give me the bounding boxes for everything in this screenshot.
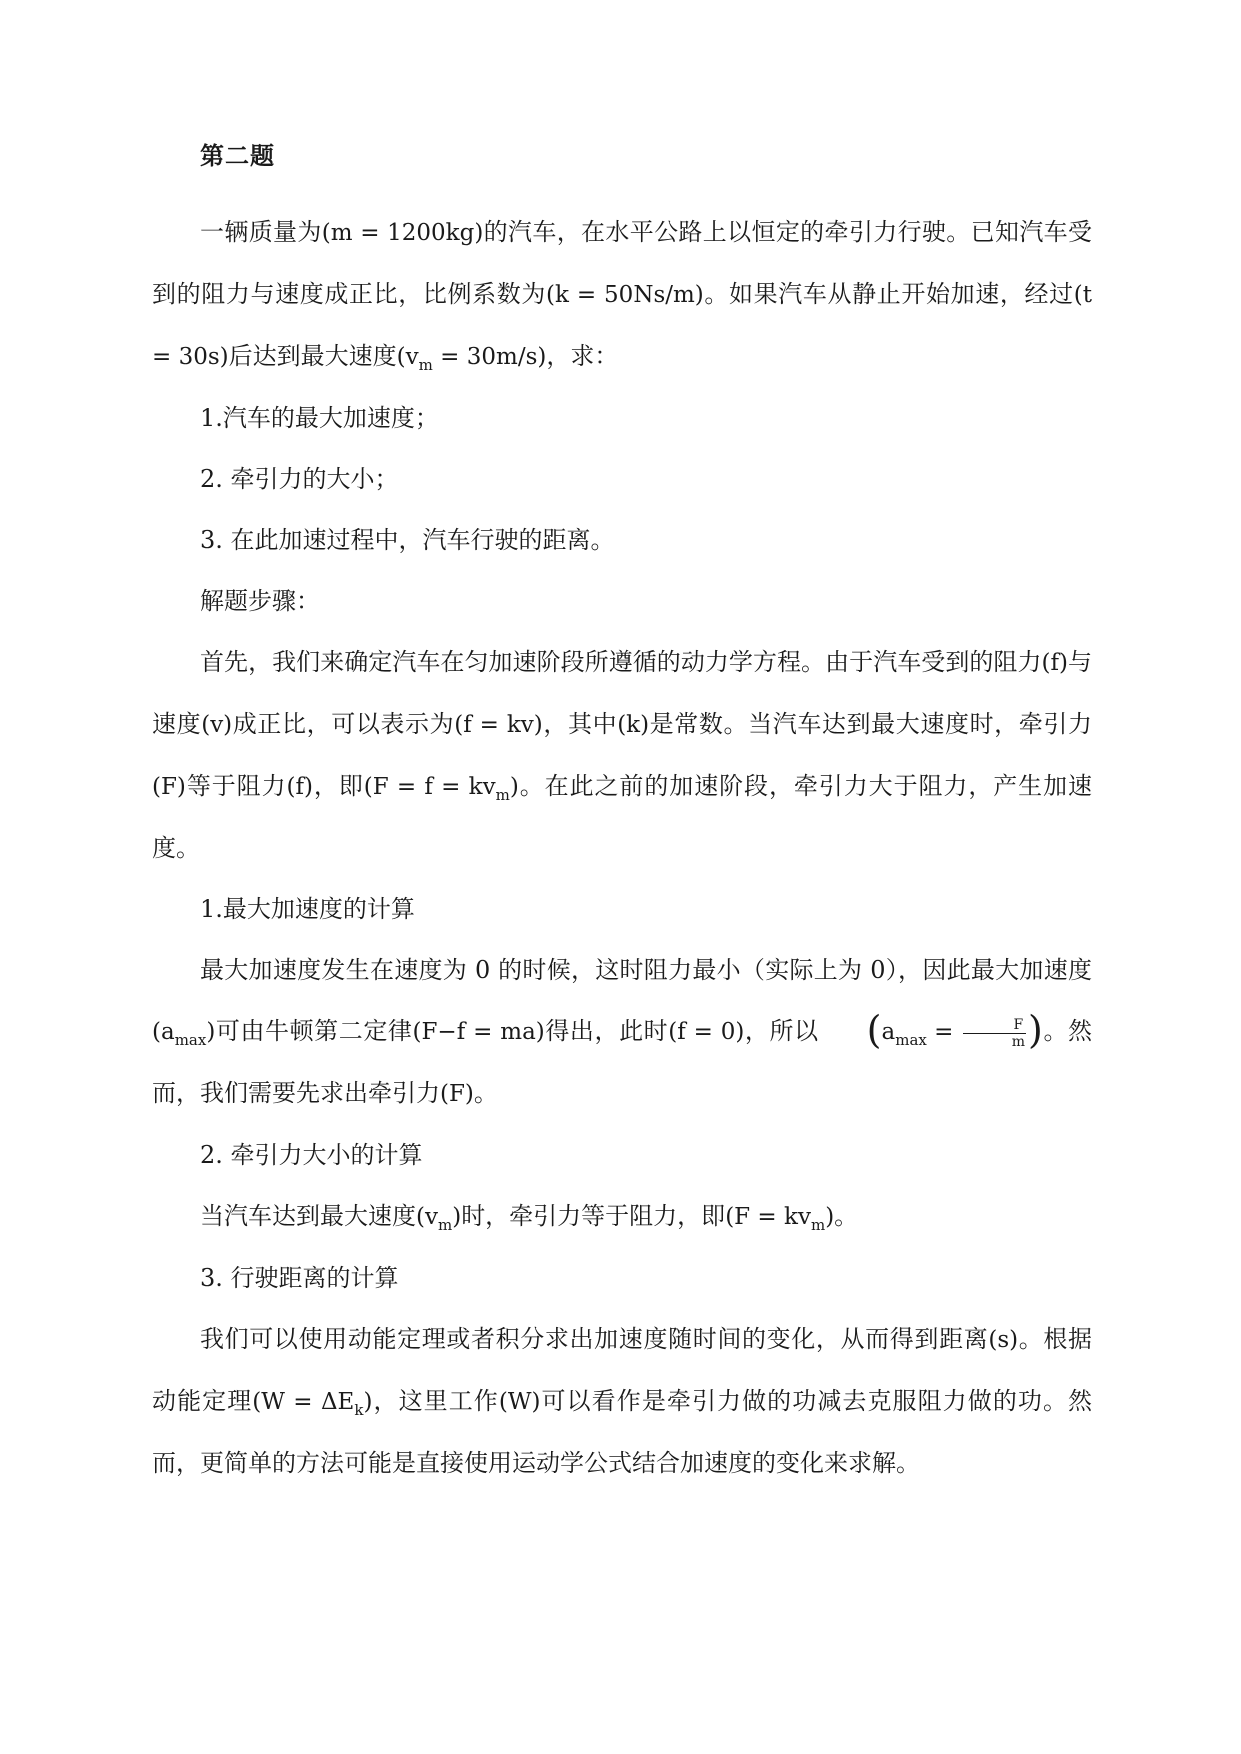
subscript: max — [895, 1031, 927, 1049]
text-run: 首先，我们来确定汽车在匀加速阶段所遵循的动力学方程。由于汽车受到的阻力 — [200, 648, 1042, 676]
text-run: 一辆质量为 — [200, 218, 322, 246]
text-run: 的汽车，在水平公路上以恒定的牵引力行驶。已知汽车受到的阻力与速度成正比，比例系数为 — [152, 218, 1093, 308]
analysis-paragraph — [152, 632, 1092, 879]
text-run: 是常数。当汽车达到最大速度时，牵引力 — [649, 710, 1093, 738]
math-run: ) — [363, 1389, 373, 1415]
mass-expression: (m = 1200kg) — [321, 220, 484, 246]
subscript: k — [354, 1401, 364, 1419]
text-run: ，即 — [312, 772, 364, 800]
text-run: 可以看作是牵引力做的功减去克服阻力做的功。然而，更简单的方法可能是直接使用运动学公式结合加速度的变化来求解。 — [152, 1387, 1093, 1477]
text-run: 。在此之前的加速阶段，牵引力大于阻力，产生加速度。 — [152, 772, 1093, 862]
text-run: 。然而，我们需要先求出牵引力 — [152, 1017, 1093, 1107]
math-run: (v — [416, 1204, 438, 1230]
section-2-heading: 2. 牵引力大小的计算 — [200, 1141, 423, 1169]
text-run: ，所以 — [744, 1017, 819, 1045]
traction-expression — [725, 1204, 835, 1234]
text-run: 时，牵引力等于阻力，即 — [461, 1202, 726, 1230]
math-run: (f = 0) — [668, 1019, 745, 1045]
equilibrium-expression — [363, 774, 519, 804]
math-run: (F) — [440, 1081, 474, 1107]
math-run: ) — [825, 1204, 835, 1230]
math-run: (F = kv — [725, 1204, 811, 1230]
math-run: (f) — [286, 774, 313, 800]
text-run: 后达到最大速度 — [228, 342, 397, 370]
section-3-body — [152, 1309, 1092, 1494]
text-run: 。 — [834, 1202, 859, 1230]
newton-law-expression: (F−f = ma) — [412, 1019, 545, 1045]
amax-formula — [819, 1002, 1043, 1063]
math-run: ) — [206, 1019, 216, 1045]
text-run: 。根据动能定理 — [152, 1325, 1093, 1415]
left-paren: ( — [866, 1008, 882, 1052]
text-run: 当汽车达到最大速度 — [200, 1202, 416, 1230]
text-run: 成正比，可以表示为 — [232, 710, 455, 738]
subscript: m — [495, 786, 510, 804]
math-run: (f = kv) — [454, 712, 543, 738]
text-run: ，求： — [546, 342, 619, 370]
math-run: = — [926, 1019, 961, 1045]
math-run: ) — [509, 774, 519, 800]
math-run: (F) — [152, 774, 186, 800]
section-1-body — [152, 940, 1092, 1125]
coefficient-expression: (k = 50Ns/m) — [546, 282, 704, 308]
max-speed-expression — [396, 344, 547, 374]
text-run: 我们可以使用动能定理或者积分求出加速度随时间的变化，从而得到距离 — [200, 1325, 989, 1353]
math-run: (W) — [498, 1389, 541, 1415]
math-run: (a — [152, 1019, 175, 1045]
text-run: 。如果汽车从静止开始加速，经过 — [703, 280, 1074, 308]
subscript: max — [174, 1031, 207, 1049]
text-run: 等于阻力 — [185, 772, 287, 800]
question-1: 1.汽车的最大加速度； — [200, 404, 439, 432]
question-3: 3. 在此加速过程中，汽车行驶的距离。 — [200, 526, 615, 554]
vm-expression — [416, 1204, 462, 1234]
numerator: F — [963, 1017, 1026, 1034]
question-2: 2. 牵引力的大小； — [200, 465, 399, 493]
amax-expression — [152, 1019, 216, 1049]
problem-statement — [152, 202, 1092, 388]
section-1-heading: 1.最大加速度的计算 — [200, 895, 415, 923]
math-run: = 30m/s) — [432, 344, 547, 370]
math-run: ) — [452, 1204, 462, 1230]
fraction — [963, 1017, 1026, 1050]
section-2-body — [152, 1186, 1092, 1248]
text-run: 。 — [473, 1079, 498, 1107]
right-paren: ) — [1028, 1008, 1043, 1052]
subscript: m — [418, 356, 433, 374]
subscript: m — [810, 1216, 826, 1234]
math-run: (k) — [617, 712, 650, 738]
math-run: (s) — [988, 1327, 1019, 1353]
math-run: (F = f = kv — [363, 774, 496, 800]
math-run: a — [881, 1019, 896, 1045]
subscript: m — [437, 1216, 453, 1234]
text-run: 与速度 — [152, 648, 1093, 738]
text-run: ，其中 — [542, 710, 618, 738]
math-run: (v) — [201, 712, 233, 738]
time-expression: (t = 30s) — [152, 282, 1092, 370]
steps-label: 解题步骤： — [200, 587, 320, 615]
denominator: m — [1011, 1033, 1026, 1050]
problem-title: 第二题 — [200, 142, 275, 170]
document-page — [152, 140, 1092, 1494]
text-run: ，这里工作 — [372, 1387, 499, 1415]
text-run: 得出，此时 — [544, 1017, 669, 1045]
work-energy-expression — [252, 1389, 373, 1419]
text-run: 最大加速度发生在速度为 0 的时候，这时阻力最小（实际上为 0），因此最大加速度 — [200, 956, 1092, 984]
math-run: (f) — [1041, 650, 1068, 676]
text-run: 可由牛顿第二定律 — [215, 1017, 413, 1045]
math-run: (W = ΔE — [252, 1389, 355, 1415]
section-3-heading: 3. 行驶距离的计算 — [200, 1264, 399, 1292]
math-run: (v — [396, 344, 419, 370]
